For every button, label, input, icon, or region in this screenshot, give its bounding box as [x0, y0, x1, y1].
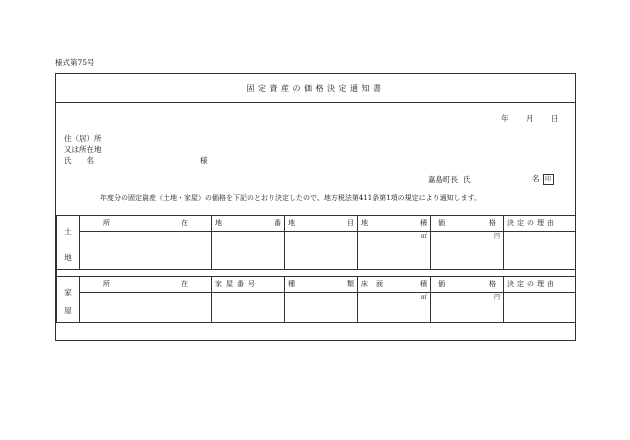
land-header-category: 地 目: [285, 216, 358, 232]
date-year: 年: [501, 114, 509, 123]
land-header-lot-number: 地 番: [212, 216, 285, 232]
house-header-location: 所 在: [80, 277, 212, 293]
notice-form: [55, 73, 576, 341]
seal-mark: 印: [543, 174, 554, 185]
date-day: 日: [551, 114, 559, 123]
house-cell-price: 円: [431, 293, 504, 323]
land-cell-category: [285, 232, 358, 270]
land-cell-location: [80, 232, 212, 270]
land-header-price: 価 格: [431, 216, 504, 232]
sender-office: 嘉島町長: [428, 175, 458, 184]
house-header-type: 種 類: [285, 277, 358, 293]
address-label: 住（居）所: [64, 134, 102, 143]
house-cell-type: [285, 293, 358, 323]
land-bottom-row: [57, 270, 576, 277]
document-title: 固定資産の価格決定通知書: [56, 74, 575, 103]
address-alt-label: 又は所在地: [64, 145, 102, 154]
land-cell-reason: [504, 232, 576, 270]
sender-shi: 氏: [463, 175, 471, 184]
land-cell-area: ㎡: [358, 232, 431, 270]
house-cell-house-number: [212, 293, 285, 323]
honorific: 様: [200, 156, 208, 165]
house-header-price: 価 格: [431, 277, 504, 293]
land-header-area: 地 積: [358, 216, 431, 232]
house-header-house-number: 家屋番号: [212, 277, 285, 293]
land-header-location: 所 在: [80, 216, 212, 232]
land-side-label: 土 地: [57, 216, 80, 270]
sender-mei: 名 印: [532, 173, 554, 185]
house-header-floor-area: 床面 積: [358, 277, 431, 293]
date-month: 月: [526, 114, 534, 123]
land-cell-price: 円: [431, 232, 504, 270]
notice-text: 年度分の固定資産（土地・家屋）の価格を下記のとおり決定したので、地方税法第411条第1項の規定により通知します。: [100, 194, 482, 202]
land-cell-lot-number: [212, 232, 285, 270]
house-header-reason: 決定の理由: [504, 277, 576, 293]
form-number: 様式第75号: [55, 58, 95, 67]
house-cell-location: [80, 293, 212, 323]
valuation-table: [56, 215, 576, 323]
house-cell-reason: [504, 293, 576, 323]
house-side-label: 家 屋: [57, 277, 80, 323]
house-cell-floor-area: ㎡: [358, 293, 431, 323]
land-header-reason: 決定の理由: [504, 216, 576, 232]
name-label: 氏 名: [64, 156, 94, 165]
